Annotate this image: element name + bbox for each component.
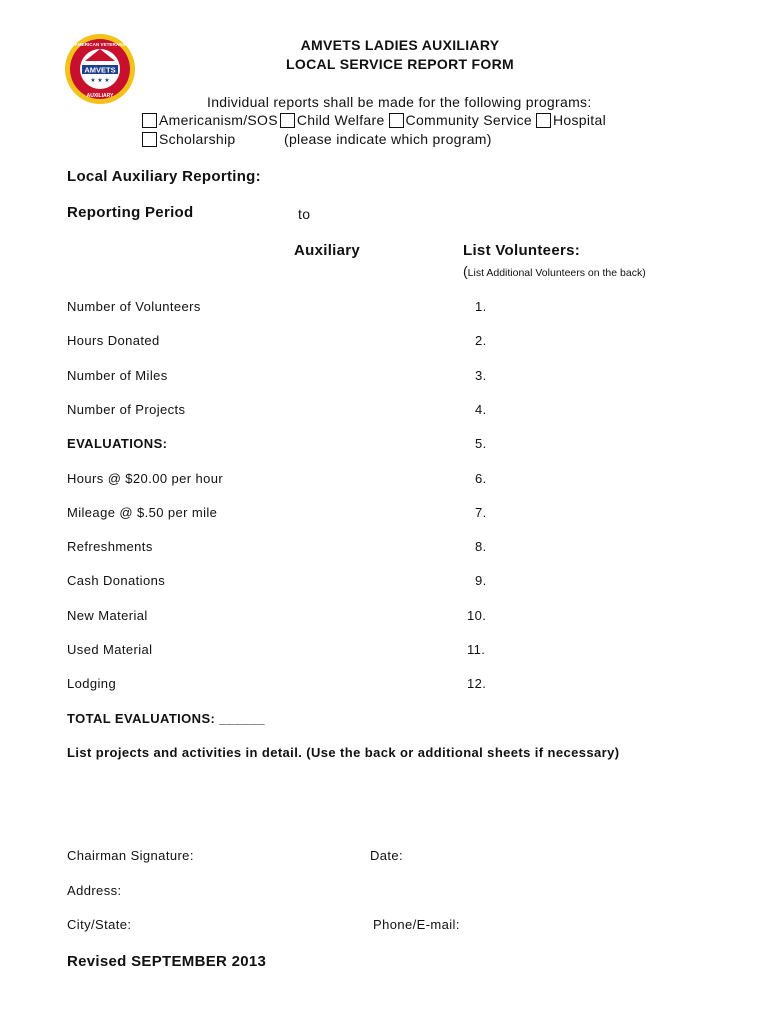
to-label: to bbox=[298, 206, 311, 222]
volunteer-number: 9. bbox=[475, 573, 487, 589]
programs-row-2 bbox=[142, 131, 235, 147]
logo-bottom-text: AUXILIARY bbox=[86, 93, 114, 99]
logo-center-text: AMVETS bbox=[84, 65, 116, 75]
scholarship-label: Scholarship bbox=[159, 131, 236, 147]
volunteer-number: 2. bbox=[475, 333, 487, 349]
revised-date: Revised SEPTEMBER 2013 bbox=[67, 953, 267, 970]
programs-intro: Individual reports shall be made for the following programs: bbox=[207, 94, 592, 110]
indicate-program-note: (please indicate which program) bbox=[284, 131, 492, 147]
volunteer-number: 10. bbox=[467, 607, 487, 623]
americanism-label: Americanism/SOS bbox=[159, 112, 278, 128]
volunteers-note: (List Additional Volunteers on the back) bbox=[463, 263, 646, 279]
local-reporting-heading: Local Auxiliary Reporting: bbox=[67, 168, 261, 185]
row-label: Number of Miles bbox=[67, 367, 168, 383]
community-service-label: Community Service bbox=[405, 112, 533, 128]
form-title-line1: AMVETS LADIES AUXILIARY bbox=[300, 37, 500, 53]
volunteer-number: 6. bbox=[475, 470, 487, 486]
row-label: Cash Donations bbox=[67, 573, 166, 589]
total-evaluations: TOTAL EVALUATIONS: ______ bbox=[67, 711, 266, 726]
city-state-label: City/State: bbox=[67, 917, 132, 932]
row-label: EVALUATIONS: bbox=[67, 436, 168, 452]
svg-text:★: ★ bbox=[97, 78, 103, 84]
hospital-checkbox[interactable] bbox=[536, 113, 551, 128]
row-label: New Material bbox=[67, 607, 148, 623]
volunteer-number: 4. bbox=[475, 401, 487, 417]
list-volunteers-heading: List Volunteers: bbox=[463, 242, 581, 259]
volunteer-number: 12. bbox=[467, 676, 487, 692]
auxiliary-label: Auxiliary bbox=[294, 242, 361, 259]
row-label: Mileage @ $.50 per mile bbox=[67, 504, 218, 520]
row-label: Hours @ $20.00 per hour bbox=[67, 470, 224, 486]
list-projects-instruction: List projects and activities in detail. (Use the back or additional sheets if necessary) bbox=[67, 745, 620, 760]
child-welfare-checkbox[interactable] bbox=[280, 113, 295, 128]
row-label: Hours Donated bbox=[67, 333, 160, 349]
programs-row-1 bbox=[142, 112, 606, 128]
row-label: Lodging bbox=[67, 676, 117, 692]
form-title-line2: LOCAL SERVICE REPORT FORM bbox=[286, 56, 514, 72]
community-service-checkbox[interactable] bbox=[389, 113, 404, 128]
logo-top-text: AMERICAN VETERANS bbox=[74, 42, 126, 47]
hospital-label: Hospital bbox=[553, 112, 606, 128]
volunteer-number: 8. bbox=[475, 539, 487, 555]
volunteer-number: 3. bbox=[475, 367, 487, 383]
svg-text:★: ★ bbox=[90, 78, 96, 84]
scholarship-checkbox[interactable] bbox=[142, 132, 157, 147]
reporting-period-label: Reporting Period bbox=[67, 204, 194, 221]
row-label: Number of Projects bbox=[67, 401, 186, 417]
row-label: Used Material bbox=[67, 642, 153, 657]
svg-text:★: ★ bbox=[104, 78, 110, 84]
address-label: Address: bbox=[67, 883, 122, 898]
date-label: Date: bbox=[370, 848, 404, 863]
americanism-checkbox[interactable] bbox=[142, 113, 157, 128]
child-welfare-label: Child Welfare bbox=[296, 112, 385, 128]
chairman-signature-label: Chairman Signature: bbox=[67, 848, 194, 863]
volunteer-number: 1. bbox=[475, 299, 487, 314]
row-label: Number of Volunteers bbox=[67, 299, 201, 314]
volunteer-number: 11. bbox=[467, 642, 486, 657]
row-label: Refreshments bbox=[67, 539, 153, 555]
phone-email-label: Phone/E-mail: bbox=[373, 917, 460, 932]
volunteer-number: 5. bbox=[475, 436, 487, 452]
volunteer-number: 7. bbox=[475, 504, 487, 520]
